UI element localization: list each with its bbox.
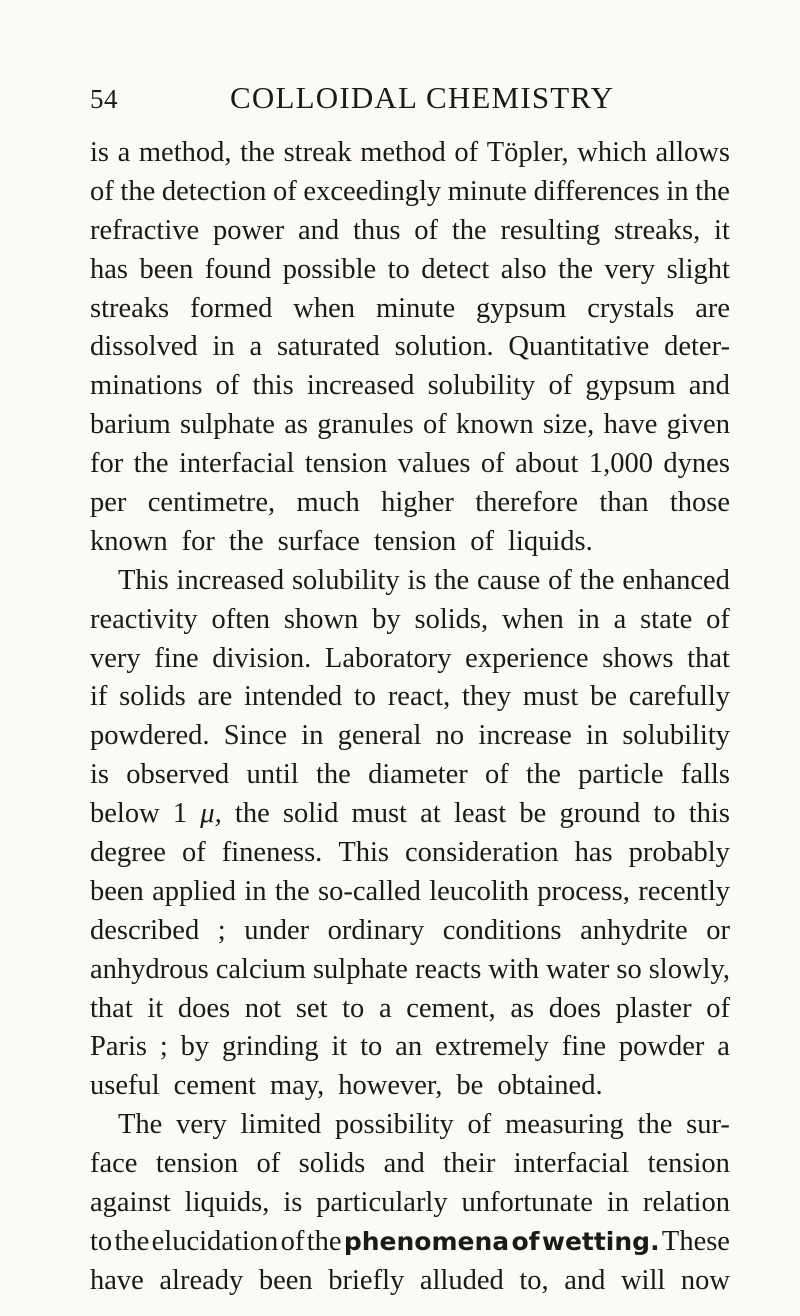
text-line: powdered. Since in general no increase in solubility <box>90 720 730 752</box>
text-line: barium sulphate as granules of known size, have given <box>90 409 730 441</box>
text-line: is a method, the streak method of Töpler, which allows <box>90 137 730 168</box>
text-line: to the elucidation of the phenomena of wetting. These <box>90 1225 730 1257</box>
text-line: anhydrous calcium sulphate reacts with water so slowly, <box>90 953 730 985</box>
text-line: if solids are intended to react, they must be carefully <box>90 681 730 713</box>
text-line: has been found possible to detect also the very slight <box>90 253 730 285</box>
text-line: is observed until the diameter of the particle falls <box>90 759 730 791</box>
text-line: The very limited possibility of measuring the sur- <box>118 1109 730 1141</box>
text-line: below 1 μ, the solid must at least be ground to this <box>90 798 730 830</box>
page-header <box>90 78 730 118</box>
text-line: reactivity often shown by solids, when in a state of <box>90 603 730 635</box>
text-line: very fine division. Laboratory experience shows that <box>90 642 730 674</box>
text-line: refractive power and thus of the resulting streaks, it <box>90 214 730 246</box>
page-number: 54 <box>90 84 118 114</box>
text-line: have already been briefly alluded to, and will now <box>90 1264 730 1296</box>
text-line: described ; under ordinary conditions anhydrite or <box>90 914 730 946</box>
text-line: against liquids, is particularly unfortunate in relation <box>90 1187 730 1219</box>
text-line: degree of fineness. This consideration has probably <box>90 837 730 869</box>
text-line: known for the surface tension of liquids. <box>90 525 593 557</box>
text-line: for the interfacial tension values of about 1,000 dynes <box>90 448 730 480</box>
text-line: dissolved in a saturated solution. Quantitative deter- <box>90 331 730 363</box>
text-line: been applied in the so-called leucolith process, recently <box>90 875 730 907</box>
text-line: useful cement may, however, be obtained. <box>90 1070 603 1102</box>
text-line: This increased solubility is the cause of the enhanced <box>118 564 730 596</box>
text-line: that it does not set to a cement, as does plaster of <box>90 992 730 1024</box>
text-line: Paris ; by grinding it to an extremely fine powder a <box>90 1031 730 1063</box>
text-line: face tension of solids and their interfacial tension <box>90 1148 730 1180</box>
text-line: minations of this increased solubility of gypsum and <box>90 370 730 402</box>
text-line: of the detection of exceedingly minute differences in the <box>90 175 730 207</box>
text-line: streaks formed when minute gypsum crystals are <box>90 292 730 324</box>
body-text <box>90 134 730 1301</box>
running-head: COLLOIDAL CHEMISTRY <box>230 80 615 115</box>
text-line: per centimetre, much higher therefore than those <box>90 487 730 519</box>
